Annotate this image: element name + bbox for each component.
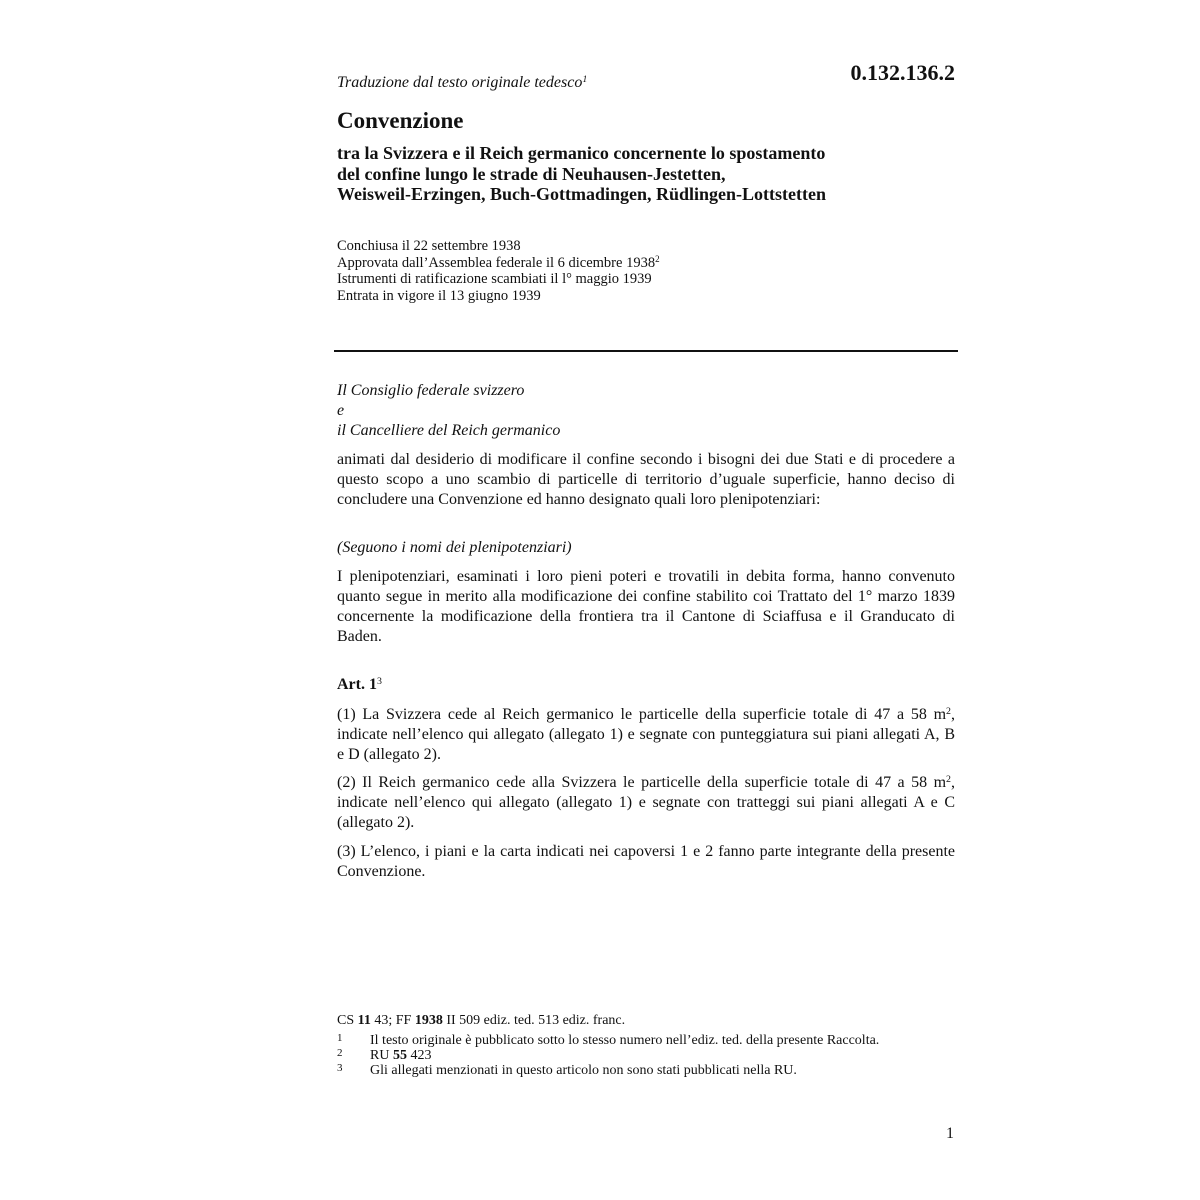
preamble-paragraph-3: I plenipotenziari, esaminati i loro pieni poteri e trovatili in debita forma, hanno convenuto quanto segue in merito alla modificazione dei confine stabilito coi Trattato del 1° marzo 1839 concernente la modificazione della frontiera tra il Cantone di Sciaffusa e il Granducato di Baden. (337, 568, 955, 645)
subtitle-line: tra la Svizzera e il Reich germanico concernente lo spostamento (337, 143, 826, 163)
footnote-source (337, 1013, 917, 1028)
footnote-item (337, 1033, 917, 1048)
date-approved (337, 255, 660, 272)
footnote-text-end: 423 (406, 1048, 432, 1063)
date-ratification: Istrumenti di ratificazione scambiati il l° maggio 1939 (337, 271, 652, 287)
sr-number: 0.132.136.2 (850, 60, 955, 85)
footnote-text-start: RU (370, 1048, 393, 1063)
area-unit-superscript: 2 (946, 773, 951, 785)
footnote-number: 1 (337, 1032, 343, 1044)
footnote-item (337, 1048, 917, 1063)
footnote-number: 3 (337, 1062, 343, 1074)
article-1-paragraph-3: (3) L’elenco, i piani e la carta indicati nei capoversi 1 e 2 fanno parte integrante della presente Convenzione. (337, 843, 955, 880)
preamble-plenipotentiaries-note: (Seguono i nomi dei plenipotenziari) (337, 539, 572, 556)
subtitle-line: Weisweil-Erzingen, Buch-Gottmadingen, Rüdlingen-Lottstetten (337, 184, 826, 204)
source-cs-label: CS (337, 1013, 358, 1028)
source-ff-rest: II 509 ediz. ted. 513 ediz. franc. (442, 1013, 626, 1028)
source-cs-volume: 11 (357, 1013, 371, 1028)
article-1-p2-end: , indicate nell’elenco qui allegato (allegato 1) e segnate con tratteggi sui piani allegati A e C (allegato 2). (337, 774, 955, 831)
date-in-force: Entrata in vigore il 13 giugno 1939 (337, 287, 541, 304)
footnote-number: 2 (337, 1047, 343, 1059)
page-number: 1 (946, 1125, 954, 1142)
footnote-text-volume: 55 (392, 1048, 407, 1063)
party-german: il Cancelliere del Reich germanico (337, 422, 561, 439)
article-1-p1-start: (1) La Svizzera cede al Reich germanico le particelle della superficie totale di 47 a 58 m (337, 706, 947, 723)
document-subtitle (337, 143, 957, 205)
article-1-paragraph-2 (337, 773, 955, 833)
footnote-text: Il testo originale è pubblicato sotto lo stesso numero nell’ediz. ted. della presente Raccolta. (370, 1033, 880, 1048)
subtitle-line: del confine lungo le strade di Neuhausen-Jestetten, (337, 163, 726, 184)
date-concluded: Conchiusa il 22 settembre 1938 (337, 238, 521, 254)
party-swiss: Il Consiglio federale svizzero (337, 382, 525, 399)
article-1-heading (337, 676, 382, 694)
area-unit-superscript: 2 (946, 705, 951, 717)
preamble-paragraph-1: animati dal desiderio di modificare il confine secondo i bisogni dei due Stati e di procedere a questo scopo a uno scambio di particelle di territorio d’uguale superficie, hanno deciso di concludere una Convenzione ed hanno designato quali loro plenipotenziari: (337, 451, 955, 508)
source-ff-year: 1938 (414, 1013, 443, 1028)
dates-block (337, 238, 660, 304)
translation-note (337, 74, 587, 92)
article-1-heading-text: Art. 1 (337, 676, 377, 693)
footnote-text: Gli allegati menzionati in questo articolo non sono stati pubblicati nella RU. (370, 1063, 797, 1078)
footnote-ref-3[interactable]: 3 (376, 675, 382, 687)
footnote-ref-2[interactable]: 2 (655, 253, 660, 264)
footnote-ref-1[interactable]: 1 (582, 73, 588, 85)
footnote-text (370, 1048, 917, 1063)
translation-note-text: Traduzione dal testo originale tedesco (337, 74, 583, 91)
article-1-paragraph-1 (337, 705, 955, 765)
footnote-item (337, 1063, 917, 1078)
article-1-p2-start: (2) Il Reich germanico cede alla Svizzera le particelle della superficie totale di 47 a 58 m (337, 774, 947, 791)
party-conjunction: e (337, 402, 345, 419)
footnotes-block (337, 1013, 917, 1078)
parties-block (337, 381, 560, 441)
date-approved-text: Approvata dall’Assemblea federale il 6 dicembre 1938 (337, 254, 656, 271)
section-divider (334, 350, 958, 352)
document-title: Convenzione (337, 108, 464, 133)
source-cs-page: 43; FF (370, 1013, 415, 1028)
article-1-p1-end: , indicate nell’elenco qui allegato (allegato 1) e segnate con punteggiatura sui piani allegati A, B e D (allegato 2). (337, 706, 955, 763)
